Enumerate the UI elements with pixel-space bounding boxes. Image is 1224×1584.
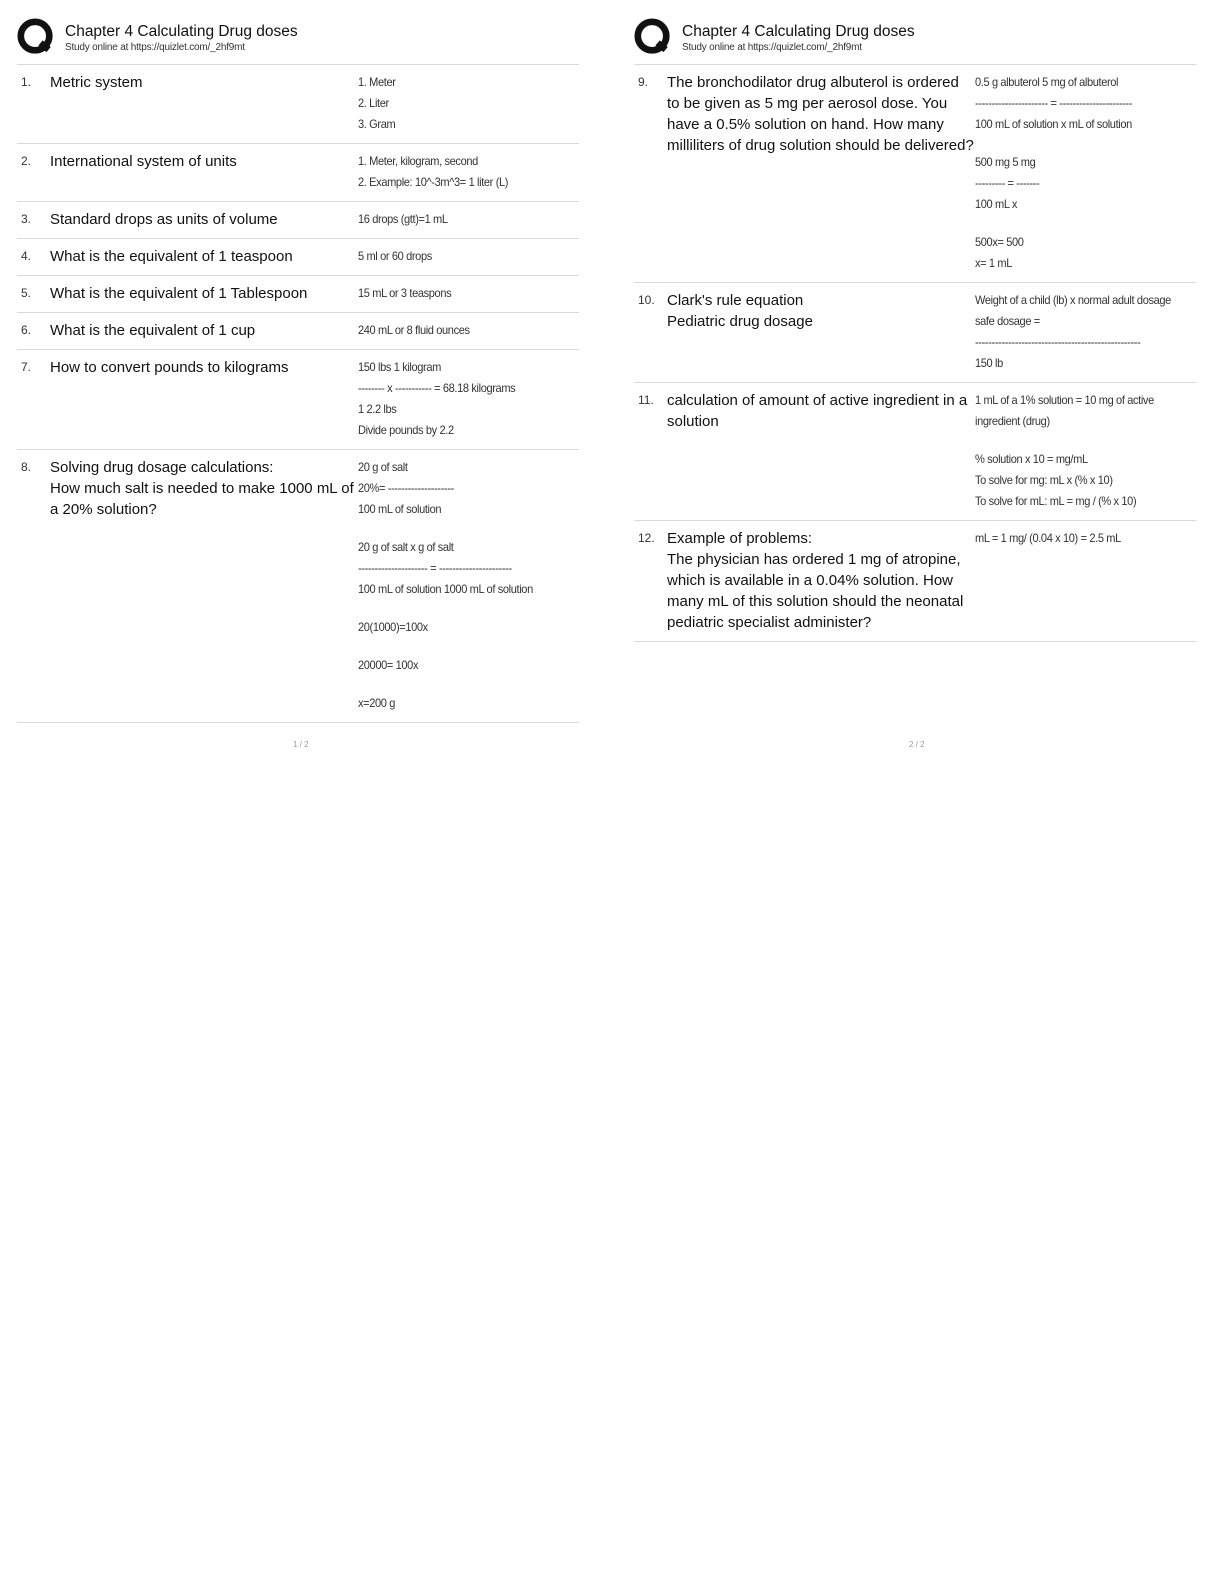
card-row: [634, 520, 1196, 642]
card-number: 6.: [21, 323, 32, 337]
page-header: [634, 18, 1196, 64]
card-row: [634, 282, 1196, 382]
page-1: [17, 18, 579, 723]
definition-line: 100 mL of solution x mL of solution: [975, 117, 1132, 131]
definition-line: x= 1 mL: [975, 256, 1013, 270]
definition-line: 1 2.2 lbs: [358, 402, 397, 416]
card-term: Standard drops as units of volume: [50, 211, 278, 228]
card-term-line: The physician has ordered 1 mg of atropine, which is available in a 0.04% solution. How many mL of this solution should the neonatal pediatric specialist administer?: [667, 551, 964, 631]
card-term: [667, 290, 975, 374]
card-term: Metric system: [50, 74, 143, 91]
definition-line: --------------------- = ----------------------: [358, 561, 512, 575]
page-footer: 2 / 2: [909, 740, 925, 749]
definition-line: 500 mg 5 mg: [975, 155, 1036, 169]
definition-line: 150 lb: [975, 356, 1003, 370]
card-definition: [358, 72, 561, 135]
card-term: What is the equivalent of 1 teaspoon: [50, 248, 293, 265]
card-number: 3.: [21, 212, 32, 226]
card-term: What is the equivalent of 1 Tablespoon: [50, 285, 308, 302]
card-list: [17, 64, 579, 723]
definition-line: ---------------------- = ----------------------: [975, 96, 1133, 110]
card-term-line: Clark's rule equation: [667, 292, 804, 309]
definition-line: 5 ml or 60 drops: [358, 249, 432, 263]
card-term: How to convert pounds to kilograms: [50, 359, 289, 376]
definition-line: --------- = -------: [975, 176, 1040, 190]
card-row: [17, 349, 579, 449]
card-definition: [975, 72, 1178, 274]
card-number: 1.: [21, 75, 32, 89]
card-definition: [358, 283, 561, 304]
card-row: [634, 382, 1196, 520]
card-number: 4.: [21, 249, 32, 263]
definition-line: mL = 1 mg/ (0.04 x 10) = 2.5 mL: [975, 531, 1121, 545]
card-row: [17, 201, 579, 238]
card-term: [50, 457, 358, 714]
card-row: [17, 143, 579, 201]
page-footer: 1 / 2: [293, 740, 309, 749]
definition-line: 1. Meter, kilogram, second: [358, 154, 478, 168]
definition-line: 2. Liter: [358, 96, 389, 110]
definition-line: 100 mL of solution 1000 mL of solution: [358, 582, 533, 596]
card-term: calculation of amount of active ingredient in a solution: [667, 392, 968, 430]
card-number: 11.: [638, 393, 654, 407]
card-row: [17, 312, 579, 349]
definition-line: 20 g of salt: [358, 460, 408, 474]
definition-line: To solve for mL: mL = mg / (% x 10): [975, 494, 1137, 508]
definition-line: To solve for mg: mL x (% x 10): [975, 473, 1113, 487]
page-header: [17, 18, 579, 64]
page-title: Chapter 4 Calculating Drug doses: [65, 23, 298, 40]
definition-line: 15 mL or 3 teaspons: [358, 286, 452, 300]
definition-line: safe dosage =: [975, 314, 1040, 328]
card-term-line: Pediatric drug dosage: [667, 313, 813, 330]
definition-line: 2. Example: 10^-3m^3= 1 liter (L): [358, 175, 509, 189]
definition-line: 0.5 g albuterol 5 mg of albuterol: [975, 75, 1119, 89]
card-term: International system of units: [50, 153, 237, 170]
page-2: [634, 18, 1196, 642]
definition-line: 500x= 500: [975, 235, 1024, 249]
definition-line: 1. Meter: [358, 75, 396, 89]
card-number: 8.: [21, 460, 32, 474]
card-term-line: Solving drug dosage calculations:: [50, 459, 274, 476]
definition-line: 3. Gram: [358, 117, 396, 131]
card-number: 10.: [638, 293, 655, 307]
card-definition: [358, 357, 561, 441]
card-term: What is the equivalent of 1 cup: [50, 322, 256, 339]
definition-line: --------------------------------------------------: [975, 335, 1141, 349]
definition-line: % solution x 10 = mg/mL: [975, 452, 1088, 466]
definition-line: 20(1000)=100x: [358, 620, 428, 634]
card-definition: [358, 246, 561, 267]
card-definition: [975, 528, 1178, 633]
page-title: Chapter 4 Calculating Drug doses: [682, 23, 915, 40]
quizlet-logo-icon: [634, 18, 672, 56]
card-row: [17, 449, 579, 723]
card-definition: [975, 390, 1178, 512]
card-number: 9.: [638, 75, 649, 89]
card-row: [17, 275, 579, 312]
definition-line: Divide pounds by 2.2: [358, 423, 454, 437]
card-row: [17, 64, 579, 143]
card-number: 5.: [21, 286, 32, 300]
card-definition: [358, 320, 561, 341]
card-number: 7.: [21, 360, 32, 374]
card-number: 2.: [21, 154, 32, 168]
card-definition: [358, 457, 561, 714]
quizlet-logo-icon: [17, 18, 55, 56]
card-definition: [358, 209, 561, 230]
card-term: The bronchodilator drug albuterol is ordered to be given as 5 mg per aerosol dose. You have a 0.5% solution on hand. How many milliliters of drug solution should be delivered?: [667, 74, 974, 154]
card-definition: [975, 290, 1178, 374]
card-list: [634, 64, 1196, 642]
definition-line: x=200 g: [358, 696, 396, 710]
study-link[interactable]: Study online at https://quizlet.com/_2hf9mt: [682, 42, 862, 53]
card-row: [17, 238, 579, 275]
card-definition: [358, 151, 561, 193]
definition-line: 100 mL x: [975, 197, 1018, 211]
study-link[interactable]: Study online at https://quizlet.com/_2hf9mt: [65, 42, 245, 53]
definition-line: 100 mL of solution: [358, 502, 442, 516]
definition-line: 1 mL of a 1% solution = 10 mg of active: [975, 393, 1154, 407]
card-term-line: How much salt is needed to make 1000 mL of a 20% solution?: [50, 480, 354, 518]
card-term: [667, 528, 975, 633]
definition-line: 16 drops (gtt)=1 mL: [358, 212, 448, 226]
definition-line: 20000= 100x: [358, 658, 419, 672]
definition-line: 20%= --------------------: [358, 481, 454, 495]
definition-line: 20 g of salt x g of salt: [358, 540, 454, 554]
definition-line: Weight of a child (lb) x normal adult dosage: [975, 293, 1171, 307]
card-term-line: Example of problems:: [667, 530, 813, 547]
definition-line: 150 lbs 1 kilogram: [358, 360, 441, 374]
card-number: 12.: [638, 531, 655, 545]
definition-line: -------- x ----------- = 68.18 kilograms: [358, 381, 516, 395]
card-row: [634, 64, 1196, 282]
definition-line: 240 mL or 8 fluid ounces: [358, 323, 470, 337]
definition-line: ingredient (drug): [975, 414, 1050, 428]
